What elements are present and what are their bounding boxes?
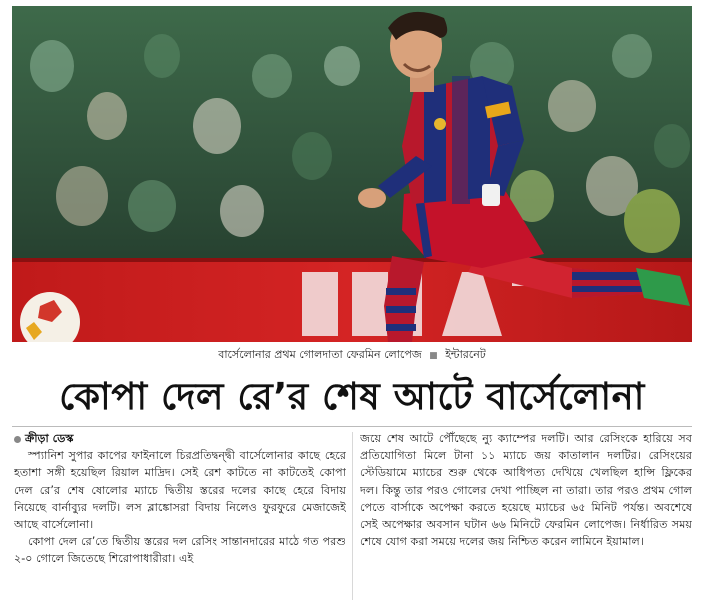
column-divider xyxy=(352,432,353,600)
article-dateline: ক্রীড়া ডেস্ক xyxy=(25,432,74,445)
caption-source: ইন্টারনেট xyxy=(445,348,486,361)
article-column-left xyxy=(14,430,346,602)
article-photo xyxy=(12,6,692,342)
article-paragraph: জয়ে শেষ আটে পৌঁছেছে ন্যু ক্যাম্পের দলটি। আর রেসিংকে হারিয়ে সব প্রতিযোগিতা মিলে টানা ১১ ম্যাচে জয় কাতালান দলটির। রেসিংয়ের স্টেডিয়ামে ম্যাচের শুরু থেকে আধিপত্য দেখিয়ে খেলছিল হান্সি ফ্লিকের দল। কিন্তু তার পরও গোলের দেখা পাচ্ছিল না তারা। তার পরও প্রথম গোল পেতে বার্সাকে অপেক্ষা করতে হয়েছে ম্যাচের ৬৫ মিনিট পর্যন্ত। অবশেষে সেই অপেক্ষার অবসান ঘটান ৬৬ মিনিটে ফেরমিন লোপেজ। নির্ধারিত সময় শেষে যোগ করা সময়ে দলের জয় নিশ্চিত করেন লামিনে ইয়ামাল। xyxy=(360,432,692,549)
caption-text: বার্সেলোনার প্রথম গোলদাতা ফেরমিন লোপেজ xyxy=(218,348,422,361)
caption-separator-icon: ■ xyxy=(429,351,438,361)
photo-caption xyxy=(12,346,692,364)
article-paragraph: স্প্যানিশ সুপার কাপের ফাইনালে চিরপ্রতিদ্বন্দ্বী বার্সেলোনার কাছে হেরে হতাশা সঙ্গী হয়েছিল রিয়াল মাদ্রিদ। সেই রেশ কাটতে না কাটতেই কোপা দেল রে’র শেষ ষোলোর ম্যাচে দ্বিতীয় স্তরের দলের কাছে হেরে বিদায় নিয়েছে বার্নাব্যুর দলটি। লস ব্লাঙ্কোসরা বিদায় নিলেও ফুরফুরে মেজাজেই আছে বার্সেলোনা। xyxy=(14,449,346,532)
article-column-right xyxy=(360,430,692,602)
player-photo-illustration xyxy=(12,6,692,342)
headline-divider xyxy=(12,426,692,427)
article-paragraph: কোপা দেল রে’তে দ্বিতীয় স্তরের দল রেসিং সান্তানদারের মাঠে গত পরশু ২-০ গোলে জিতেছে শিরোপাধারীরা। এই xyxy=(14,535,346,566)
dateline-bullet-icon xyxy=(14,436,21,443)
article-headline: কোপা দেল রে’র শেষ আটে বার্সেলোনা xyxy=(59,375,645,418)
